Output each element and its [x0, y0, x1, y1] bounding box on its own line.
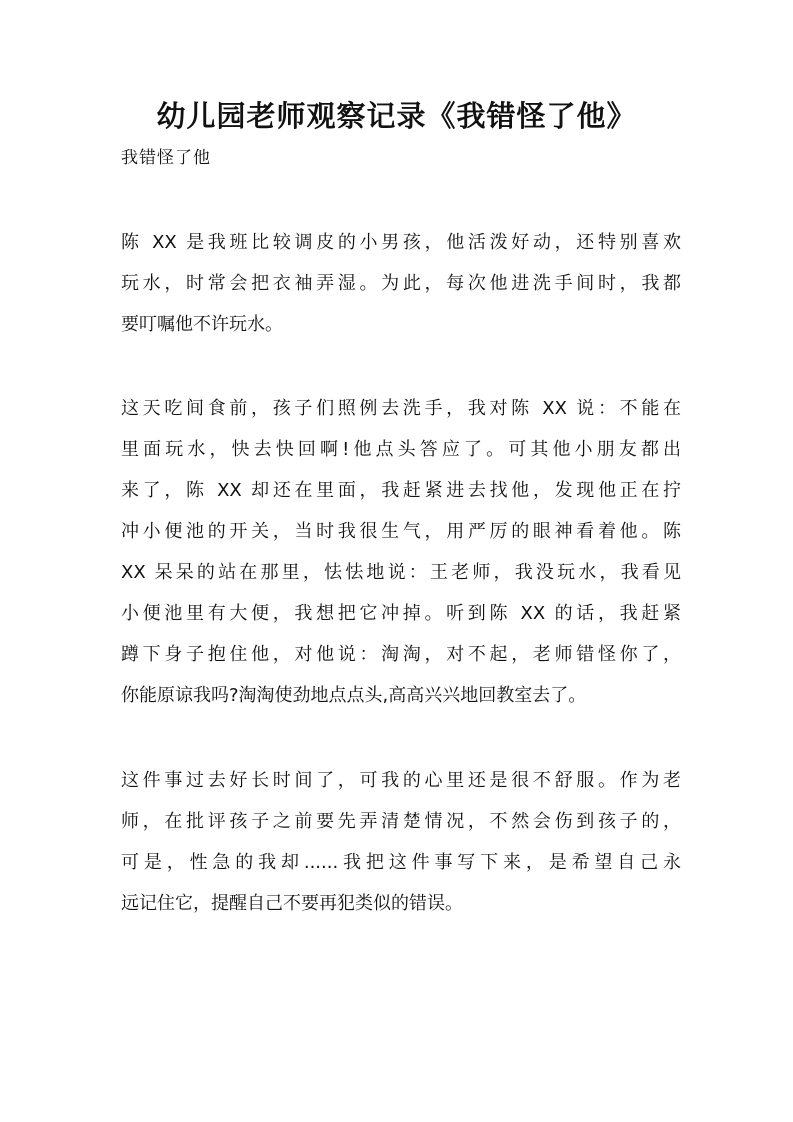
paragraph-line: 可是，性急的我却......我把这件事写下来，是希望自己永	[121, 852, 681, 873]
paragraph-line: 小便池里有大便，我想把它冲掉。听到陈 XX 的话，我赶紧	[121, 603, 681, 624]
paragraph-line: 师，在批评孩子之前要先弄清楚情况，不然会伤到孩子的，	[121, 811, 681, 832]
paragraph-line: 远记住它，提醒自己不要再犯类似的错误。	[121, 893, 463, 914]
paragraph-line: 来了，陈 XX 却还在里面，我赶紧进去找他，发现他正在拧	[121, 480, 681, 501]
paragraph-line: 陈 XX 是我班比较调皮的小男孩，他活泼好动，还特别喜欢	[121, 232, 681, 253]
paragraph-line: 冲小便池的开关，当时我很生气，用严厉的眼神看着他。陈	[121, 521, 681, 542]
paragraph-line: 这件事过去好长时间了，可我的心里还是很不舒服。作为老	[121, 770, 681, 791]
paragraph-line: 玩水，时常会把衣袖弄湿。为此，每次他进洗手间时，我都	[121, 273, 681, 294]
document-title: 幼儿园老师观察记录《我错怪了他》	[156, 99, 637, 133]
paragraph-line: 你能原谅我吗?淘淘使劲地点点头,高高兴兴地回教室去了。	[121, 685, 587, 706]
document-subtitle: 我错怪了他	[121, 148, 211, 168]
paragraph-line: 蹲下身子抱住他，对他说：淘淘，对不起，老师错怪你了，	[121, 644, 681, 665]
paragraph-line: 这天吃间食前，孩子们照例去洗手，我对陈 XX 说：不能在	[121, 398, 681, 419]
paragraph-line: XX 呆呆的站在那里，怯怯地说：王老师，我没玩水，我看见	[121, 562, 681, 583]
paragraph-1	[121, 222, 681, 345]
paragraph-line: 里面玩水，快去快回啊!他点头答应了。可其他小朋友都出	[121, 439, 681, 460]
paragraph-2	[121, 388, 681, 716]
paragraph-3	[121, 760, 681, 924]
paragraph-line: 要叮嘱他不许玩水。	[121, 314, 283, 335]
